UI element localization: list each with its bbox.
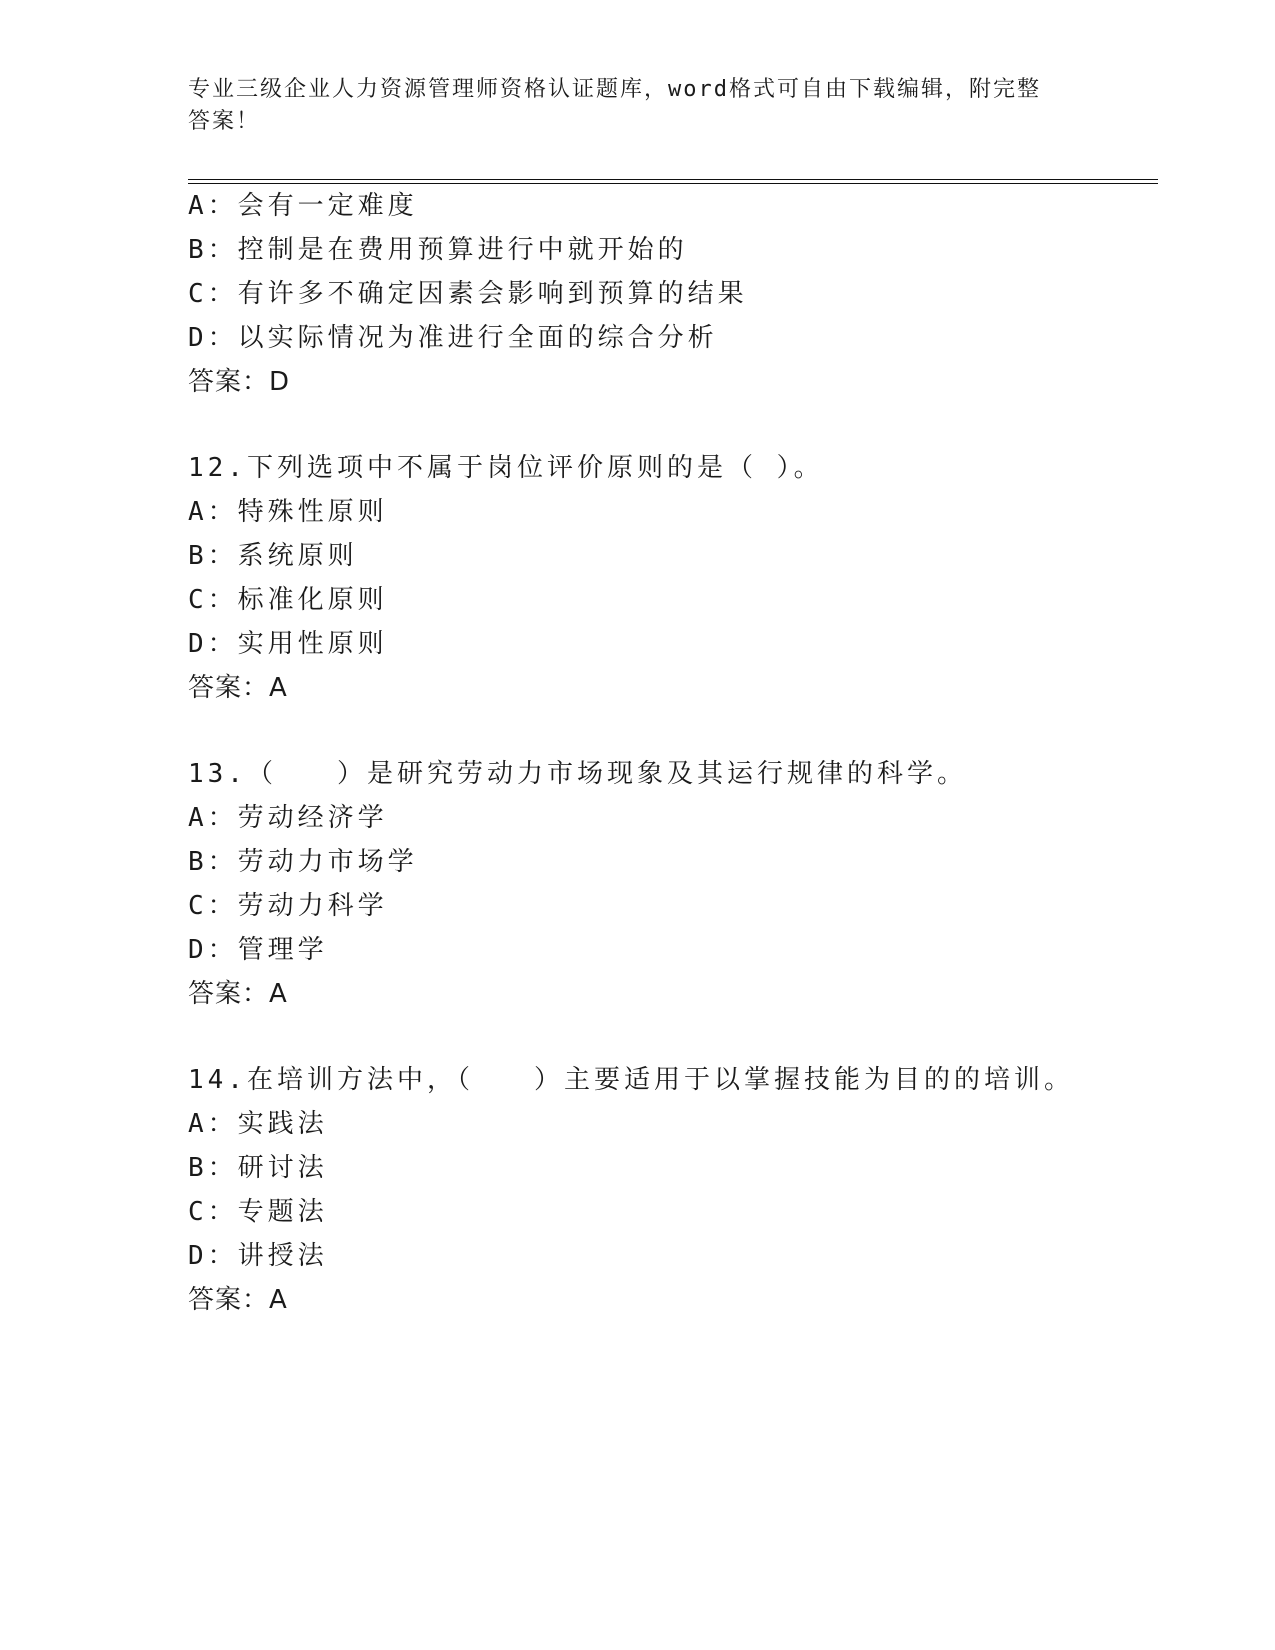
q14-option-a: A：实践法 [188, 1109, 328, 1139]
q12-option-c: C：标准化原则 [188, 585, 388, 615]
q14-answer: 答案：A [188, 1285, 288, 1315]
q12-stem: 12.下列选项中不属于岗位评价原则的是（ ）。 [188, 453, 824, 483]
q11-answer: 答案：D [188, 367, 291, 397]
header-rule-top [188, 179, 1158, 180]
q13-option-a: A：劳动经济学 [188, 803, 388, 833]
q12-option-a: A：特殊性原则 [188, 497, 388, 527]
header-line-1: 专业三级企业人力资源管理师资格认证题库，word格式可自由下载编辑，附完整 [188, 77, 1041, 102]
document-header [188, 74, 1088, 138]
q14-stem: 14.在培训方法中，（ ）主要适用于以掌握技能为目的的培训。 [188, 1065, 1074, 1095]
q12-answer: 答案：A [188, 673, 288, 703]
q11-option-d: D：以实际情况为准进行全面的综合分析 [188, 323, 718, 353]
q14-option-c: C：专题法 [188, 1197, 328, 1227]
q13-answer: 答案：A [188, 979, 288, 1009]
q11-option-c: C：有许多不确定因素会影响到预算的结果 [188, 279, 748, 309]
q13-option-d: D：管理学 [188, 935, 328, 965]
q11-option-b: B：控制是在费用预算进行中就开始的 [188, 235, 688, 265]
q14-option-b: B：研讨法 [188, 1153, 328, 1183]
q13-option-b: B：劳动力市场学 [188, 847, 418, 877]
q12-option-d: D：实用性原则 [188, 629, 388, 659]
q12-option-b: B：系统原则 [188, 541, 358, 571]
header-line-2: 答案！ [188, 109, 261, 134]
q13-option-c: C：劳动力科学 [188, 891, 388, 921]
q11-option-a: A：会有一定难度 [188, 191, 418, 221]
q13-stem: 13.（ ）是研究劳动力市场现象及其运行规律的科学。 [188, 759, 967, 789]
header-rule-bottom [188, 183, 1158, 184]
q14-option-d: D：讲授法 [188, 1241, 328, 1271]
